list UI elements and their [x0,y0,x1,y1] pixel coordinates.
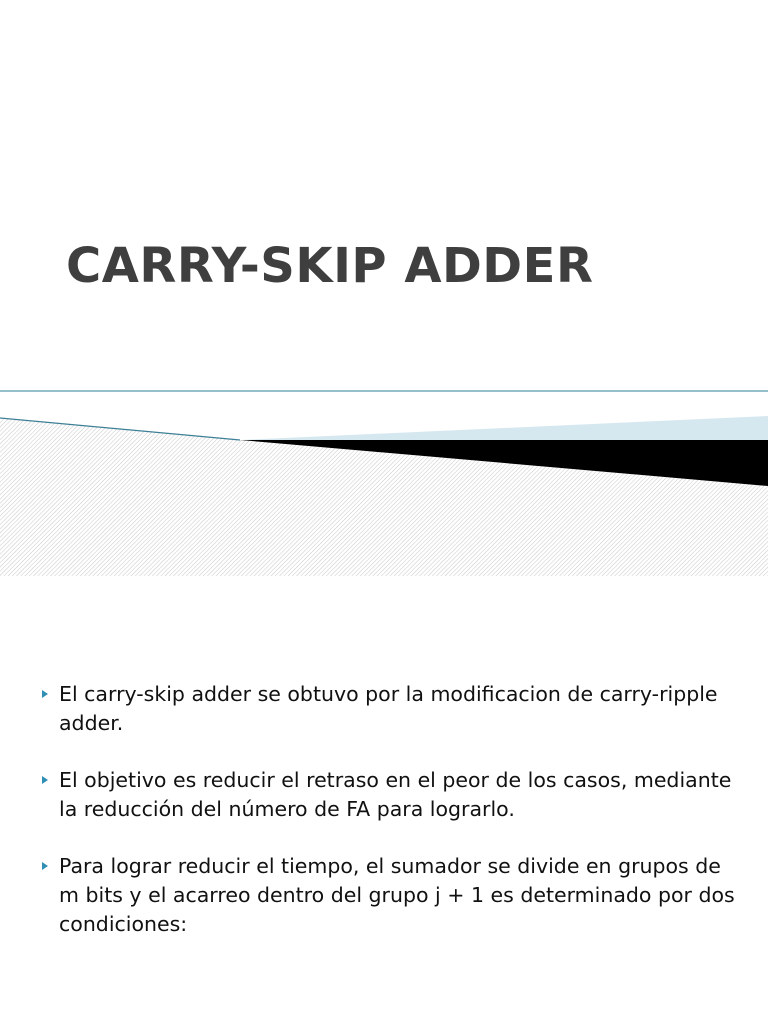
triangle-right-icon [42,862,48,870]
triangle-right-icon [42,776,48,784]
bullet-text: Para lograr reducir el tiempo, el sumador se divide en grupos de m bits y el acarreo dentro del grupo j + 1 es determinado por dos condiciones: [59,854,735,936]
bullet-item [40,680,740,738]
bullet-item [40,852,740,939]
bullet-text: El carry-skip adder se obtuvo por la modificacion de carry-ripple adder. [59,682,718,735]
light-blue-band [240,416,768,440]
triangle-right-icon [42,690,48,698]
slide-title: CARRY-SKIP ADDER [66,238,594,294]
bullet-list [40,680,740,967]
bullet-text: El objetivo es reducir el retraso en el peor de los casos, mediante la reducción del número de FA para lograrlo. [59,768,732,821]
bullet-item [40,766,740,824]
decorative-band [0,380,768,580]
